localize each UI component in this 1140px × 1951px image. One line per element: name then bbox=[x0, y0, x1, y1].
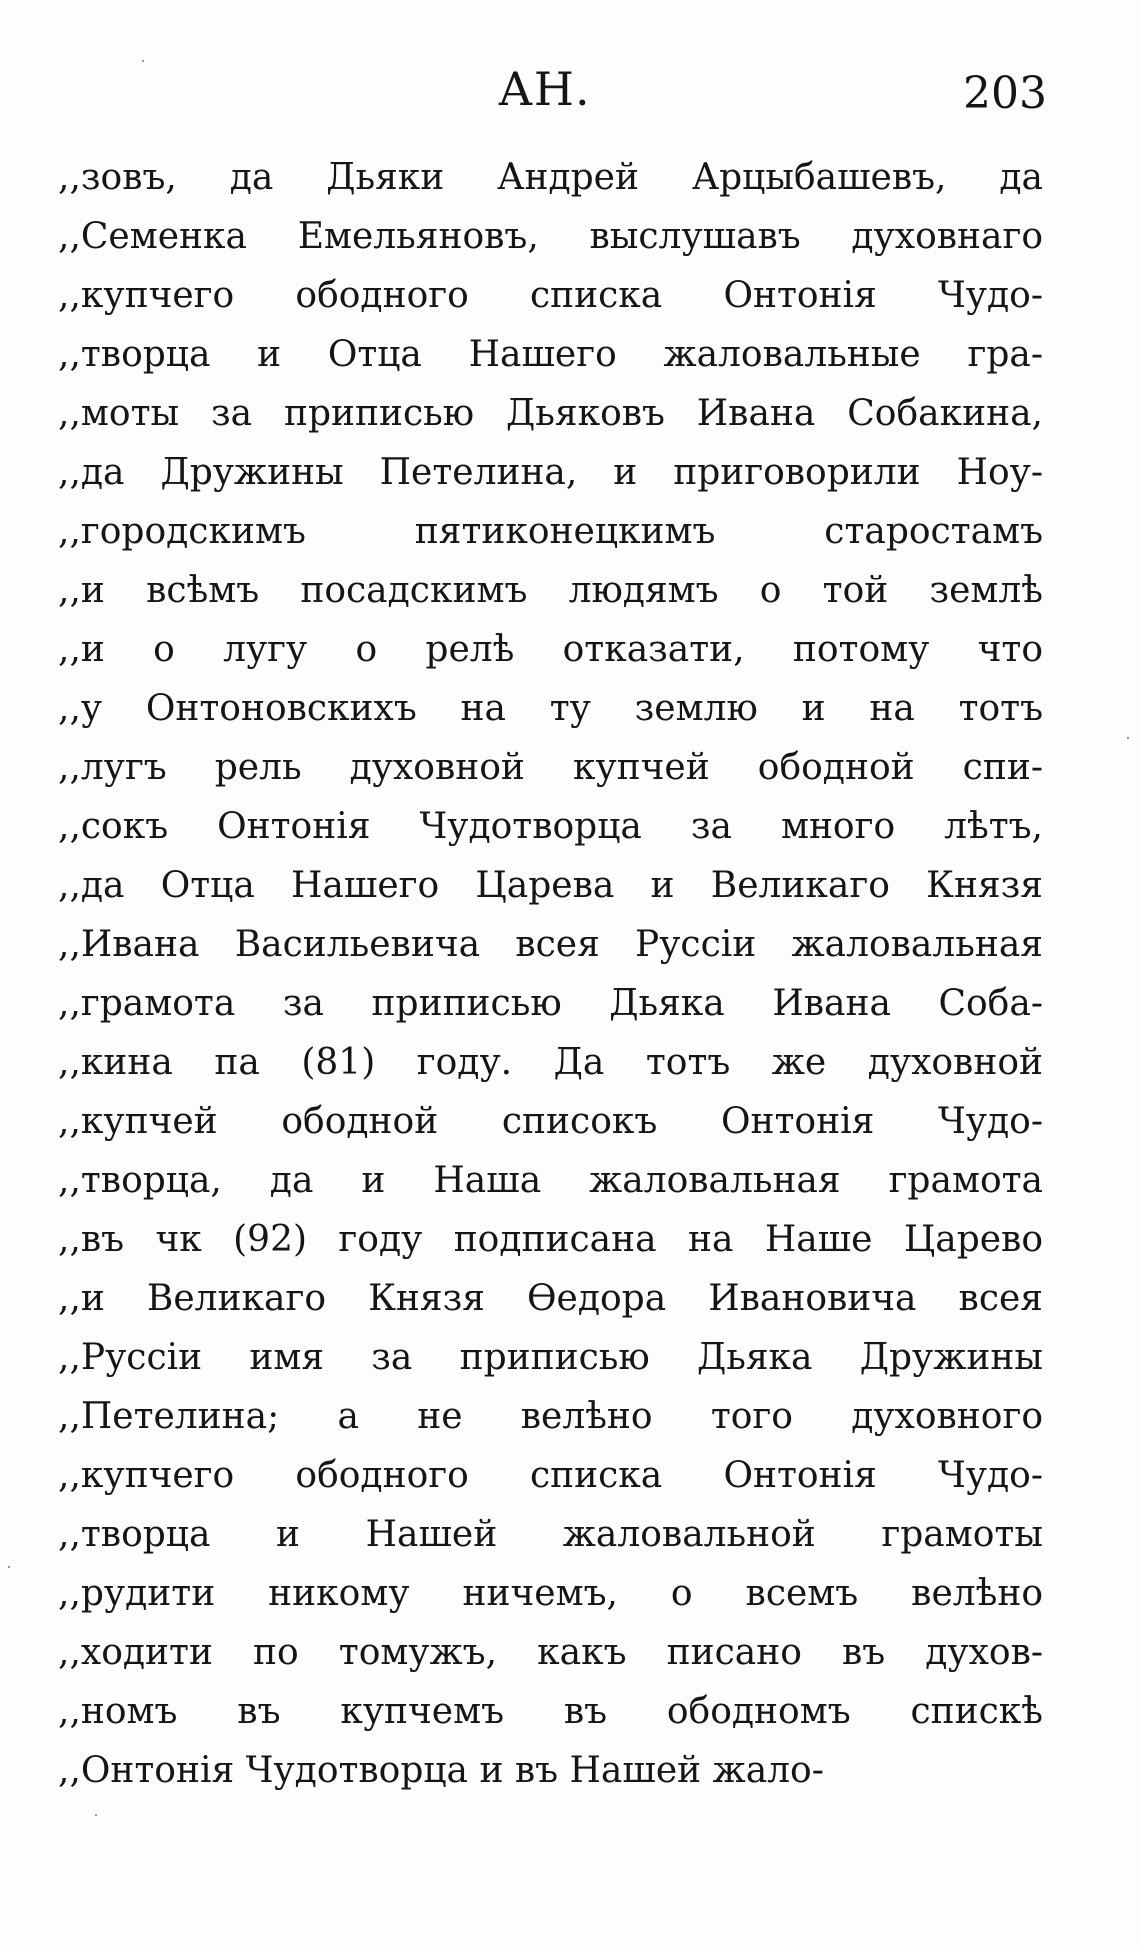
paper-speck bbox=[142, 60, 144, 62]
page-number: 203 bbox=[963, 68, 1047, 119]
text-line: ,,и Великаго Князя Ѳедора Ивановича всея bbox=[58, 1278, 1043, 1319]
text-line: ,,творца и Нашей жаловальной грамоты bbox=[58, 1514, 1043, 1555]
paper-speck bbox=[95, 1814, 97, 1816]
text-line: ,,ходити по томужъ, какъ писано въ духов- bbox=[58, 1632, 1043, 1673]
text-line: ,,да Отца Нашего Царева и Великаго Князя bbox=[58, 865, 1043, 906]
text-line: ,,купчего ободного списка Онтонія Чудо- bbox=[58, 275, 1043, 316]
paper-speck bbox=[1127, 737, 1129, 739]
paper-speck bbox=[8, 1566, 10, 1568]
running-header: АН. bbox=[498, 62, 591, 116]
text-line: ,,городскимъ пятиконецкимъ старостамъ bbox=[58, 511, 1043, 552]
text-line: ,,творца, да и Наша жаловальная грамота bbox=[58, 1160, 1043, 1201]
text-line: ,,купчей ободной списокъ Онтонія Чудо- bbox=[58, 1101, 1043, 1142]
text-line: ,,кина па (81) году. Да тотъ же духовной bbox=[58, 1042, 1043, 1083]
text-line: ,,въ чк (92) году подписана на Наше Царево bbox=[58, 1219, 1043, 1260]
text-line: ,,рудити никому ничемъ, о всемъ велѣно bbox=[58, 1573, 1043, 1614]
text-line: ,,лугъ рель духовной купчей ободной спи- bbox=[58, 747, 1043, 788]
text-line: ,,сокъ Онтонія Чудотворца за много лѣтъ, bbox=[58, 806, 1043, 847]
text-line: ,,моты за приписью Дьяковъ Ивана Собакина, bbox=[58, 393, 1043, 434]
text-line: ,,Петелина; а не велѣно того духовного bbox=[58, 1396, 1043, 1437]
text-line: ,,у Онтоновскихъ на ту землю и на тотъ bbox=[58, 688, 1043, 729]
text-line: ,,да Дружины Петелина, и приговорили Ноу- bbox=[58, 452, 1043, 493]
text-line: ,,Ивана Васильевича всея Руссіи жаловальная bbox=[58, 924, 1043, 965]
text-line: ,,грамота за приписью Дьяка Ивана Соба- bbox=[58, 983, 1043, 1024]
text-line: ,,Онтонія Чудотворца и въ Нашей жало- bbox=[58, 1750, 824, 1791]
text-line: ,,творца и Отца Нашего жаловальные гра- bbox=[58, 334, 1043, 375]
text-line: ,,Семенка Емельяновъ, выслушавъ духовнаго bbox=[58, 216, 1043, 257]
text-line: ,,номъ въ купчемъ въ ободномъ спискѣ bbox=[58, 1691, 1043, 1732]
text-line: ,,зовъ, да Дьяки Андрей Арцыбашевъ, да bbox=[58, 157, 1043, 198]
text-line: ,,Руссіи имя за приписью Дьяка Дружины bbox=[58, 1337, 1043, 1378]
text-line: ,,купчего ободного списка Онтонія Чудо- bbox=[58, 1455, 1043, 1496]
text-line: ,,и о лугу о релѣ отказати, потому что bbox=[58, 629, 1043, 670]
body-text bbox=[58, 148, 1043, 1800]
text-line: ,,и всѣмъ посадскимъ людямъ о той землѣ bbox=[58, 570, 1043, 611]
